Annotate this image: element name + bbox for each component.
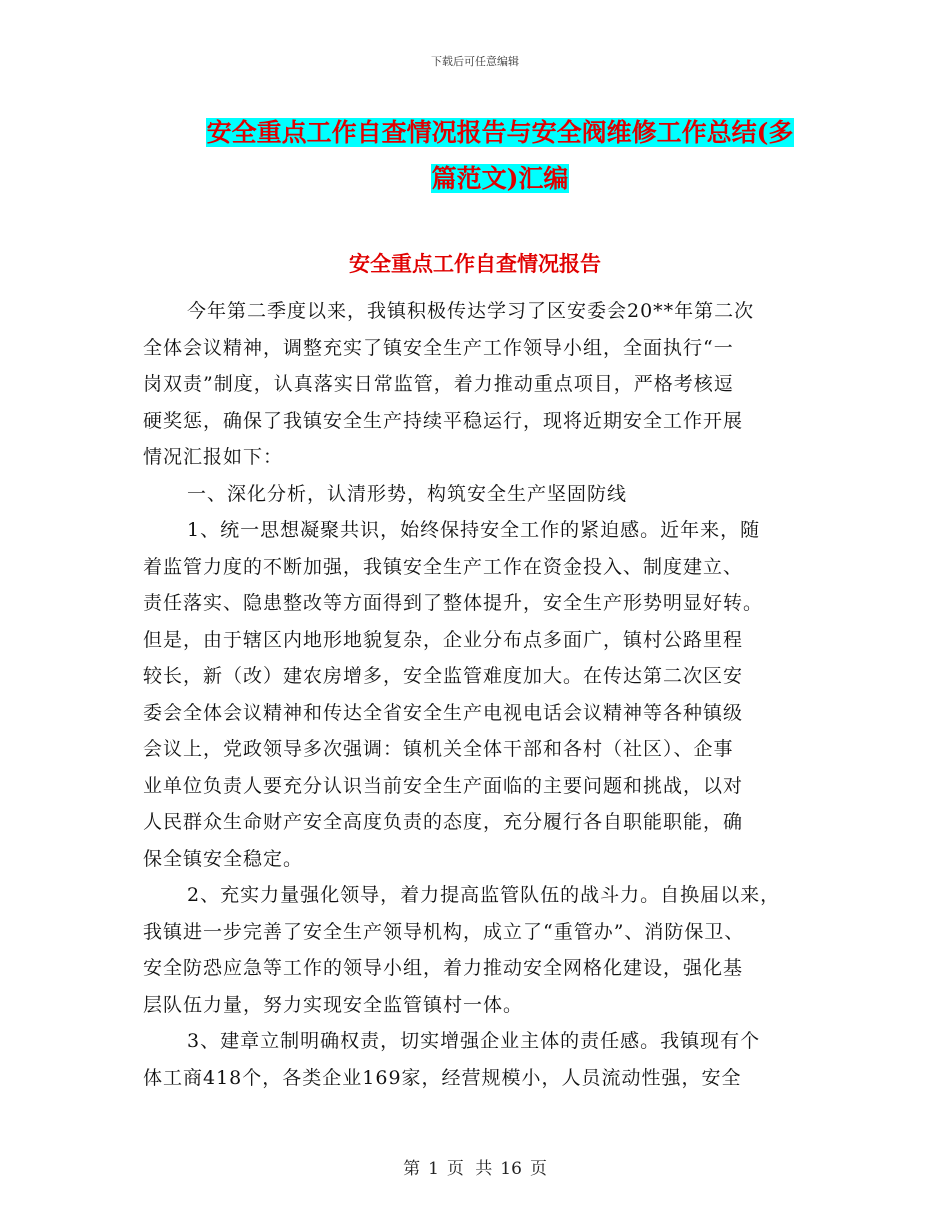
document-title-line-1: 安全重点工作自查情况报告与安全阀维修工作总结(多 [206,118,794,147]
page-footer [0,1154,950,1179]
body-line: 但是，由于辖区内地形地貌复杂，企业分布点多面广，镇村公路里程 [143,628,744,651]
body-line: 情况汇报如下： [143,446,284,468]
body-line: 人民群众生命财产安全高度负责的态度，充分履行各自职能职能，确 [143,811,744,833]
body-line: 着监管力度的不断加强，我镇安全生产工作在资金投入、制度建立、 [143,555,744,578]
body-line: 安全防恐应急等工作的领导小组，着力推动安全网格化建设，强化基 [143,957,744,979]
body-line: 委会全体会议精神和传达全省安全生产电视电话会议精神等各种镇级 [143,701,744,724]
section-title: 安全重点工作自查情况报告 [349,251,601,276]
footer-suffix: 页 [529,1159,547,1179]
footer-middle: 页 共 [446,1159,493,1179]
body-text [143,293,813,1096]
body-line: 我镇进一步完善了安全生产领导机构，成立了“重管办”、消防保卫、 [143,920,745,943]
body-line: 责任落实、隐患整改等方面得到了整体提升，安全生产形势明显好转。 [143,592,764,614]
footer-page-number: 1 [428,1159,439,1179]
body-line: 业单位负责人要充分认识当前安全生产面临的主要问题和挑战，以对 [143,774,744,797]
footer-prefix: 第 [403,1159,421,1179]
body-line: 全体会议精神，调整充实了镇安全生产工作领导小组，全面执行“一 [143,336,734,359]
body-line: 层队伍力量，努力实现安全监管镇村一体。 [143,993,524,1016]
header-note: 下载后可任意编辑 [431,55,519,68]
body-line: 2、充实力量强化领导，着力提高监管队伍的战斗力。自换届以来， [187,884,781,906]
footer-total-pages: 16 [500,1159,522,1179]
body-line: 会议上，党政领导多次强调：镇机关全体干部和各村（社区）、企事 [143,738,734,760]
body-line: 较长，新（改）建农房增多，安全监管难度加大。在传达第二次区安 [143,665,744,687]
body-line: 今年第二季度以来，我镇积极传达学习了区安委会20**年第二次 [187,300,755,322]
body-heading-line: 一、深化分析，认清形势，构筑安全生产坚固防线 [187,482,628,505]
body-line: 硬奖惩，确保了我镇安全生产持续平稳运行，现将近期安全工作开展 [143,409,744,432]
body-line: 岗双责”制度，认真落实日常监管，着力推动重点项目，严格考核逗 [143,373,734,395]
document-title-line-2: 篇范文)汇编 [431,164,569,193]
body-line: 1、统一思想凝聚共识，始终保持安全工作的紧迫感。近年来，随 [187,519,761,541]
document-title [150,110,850,202]
body-line: 3、建章立制明确权责，切实增强企业主体的责任感。我镇现有个 [187,1030,761,1052]
body-line: 体工商418个，各类企业169家，经营规模小，人员流动性强，安全 [143,1066,742,1089]
body-line: 保全镇安全稳定。 [143,847,304,870]
